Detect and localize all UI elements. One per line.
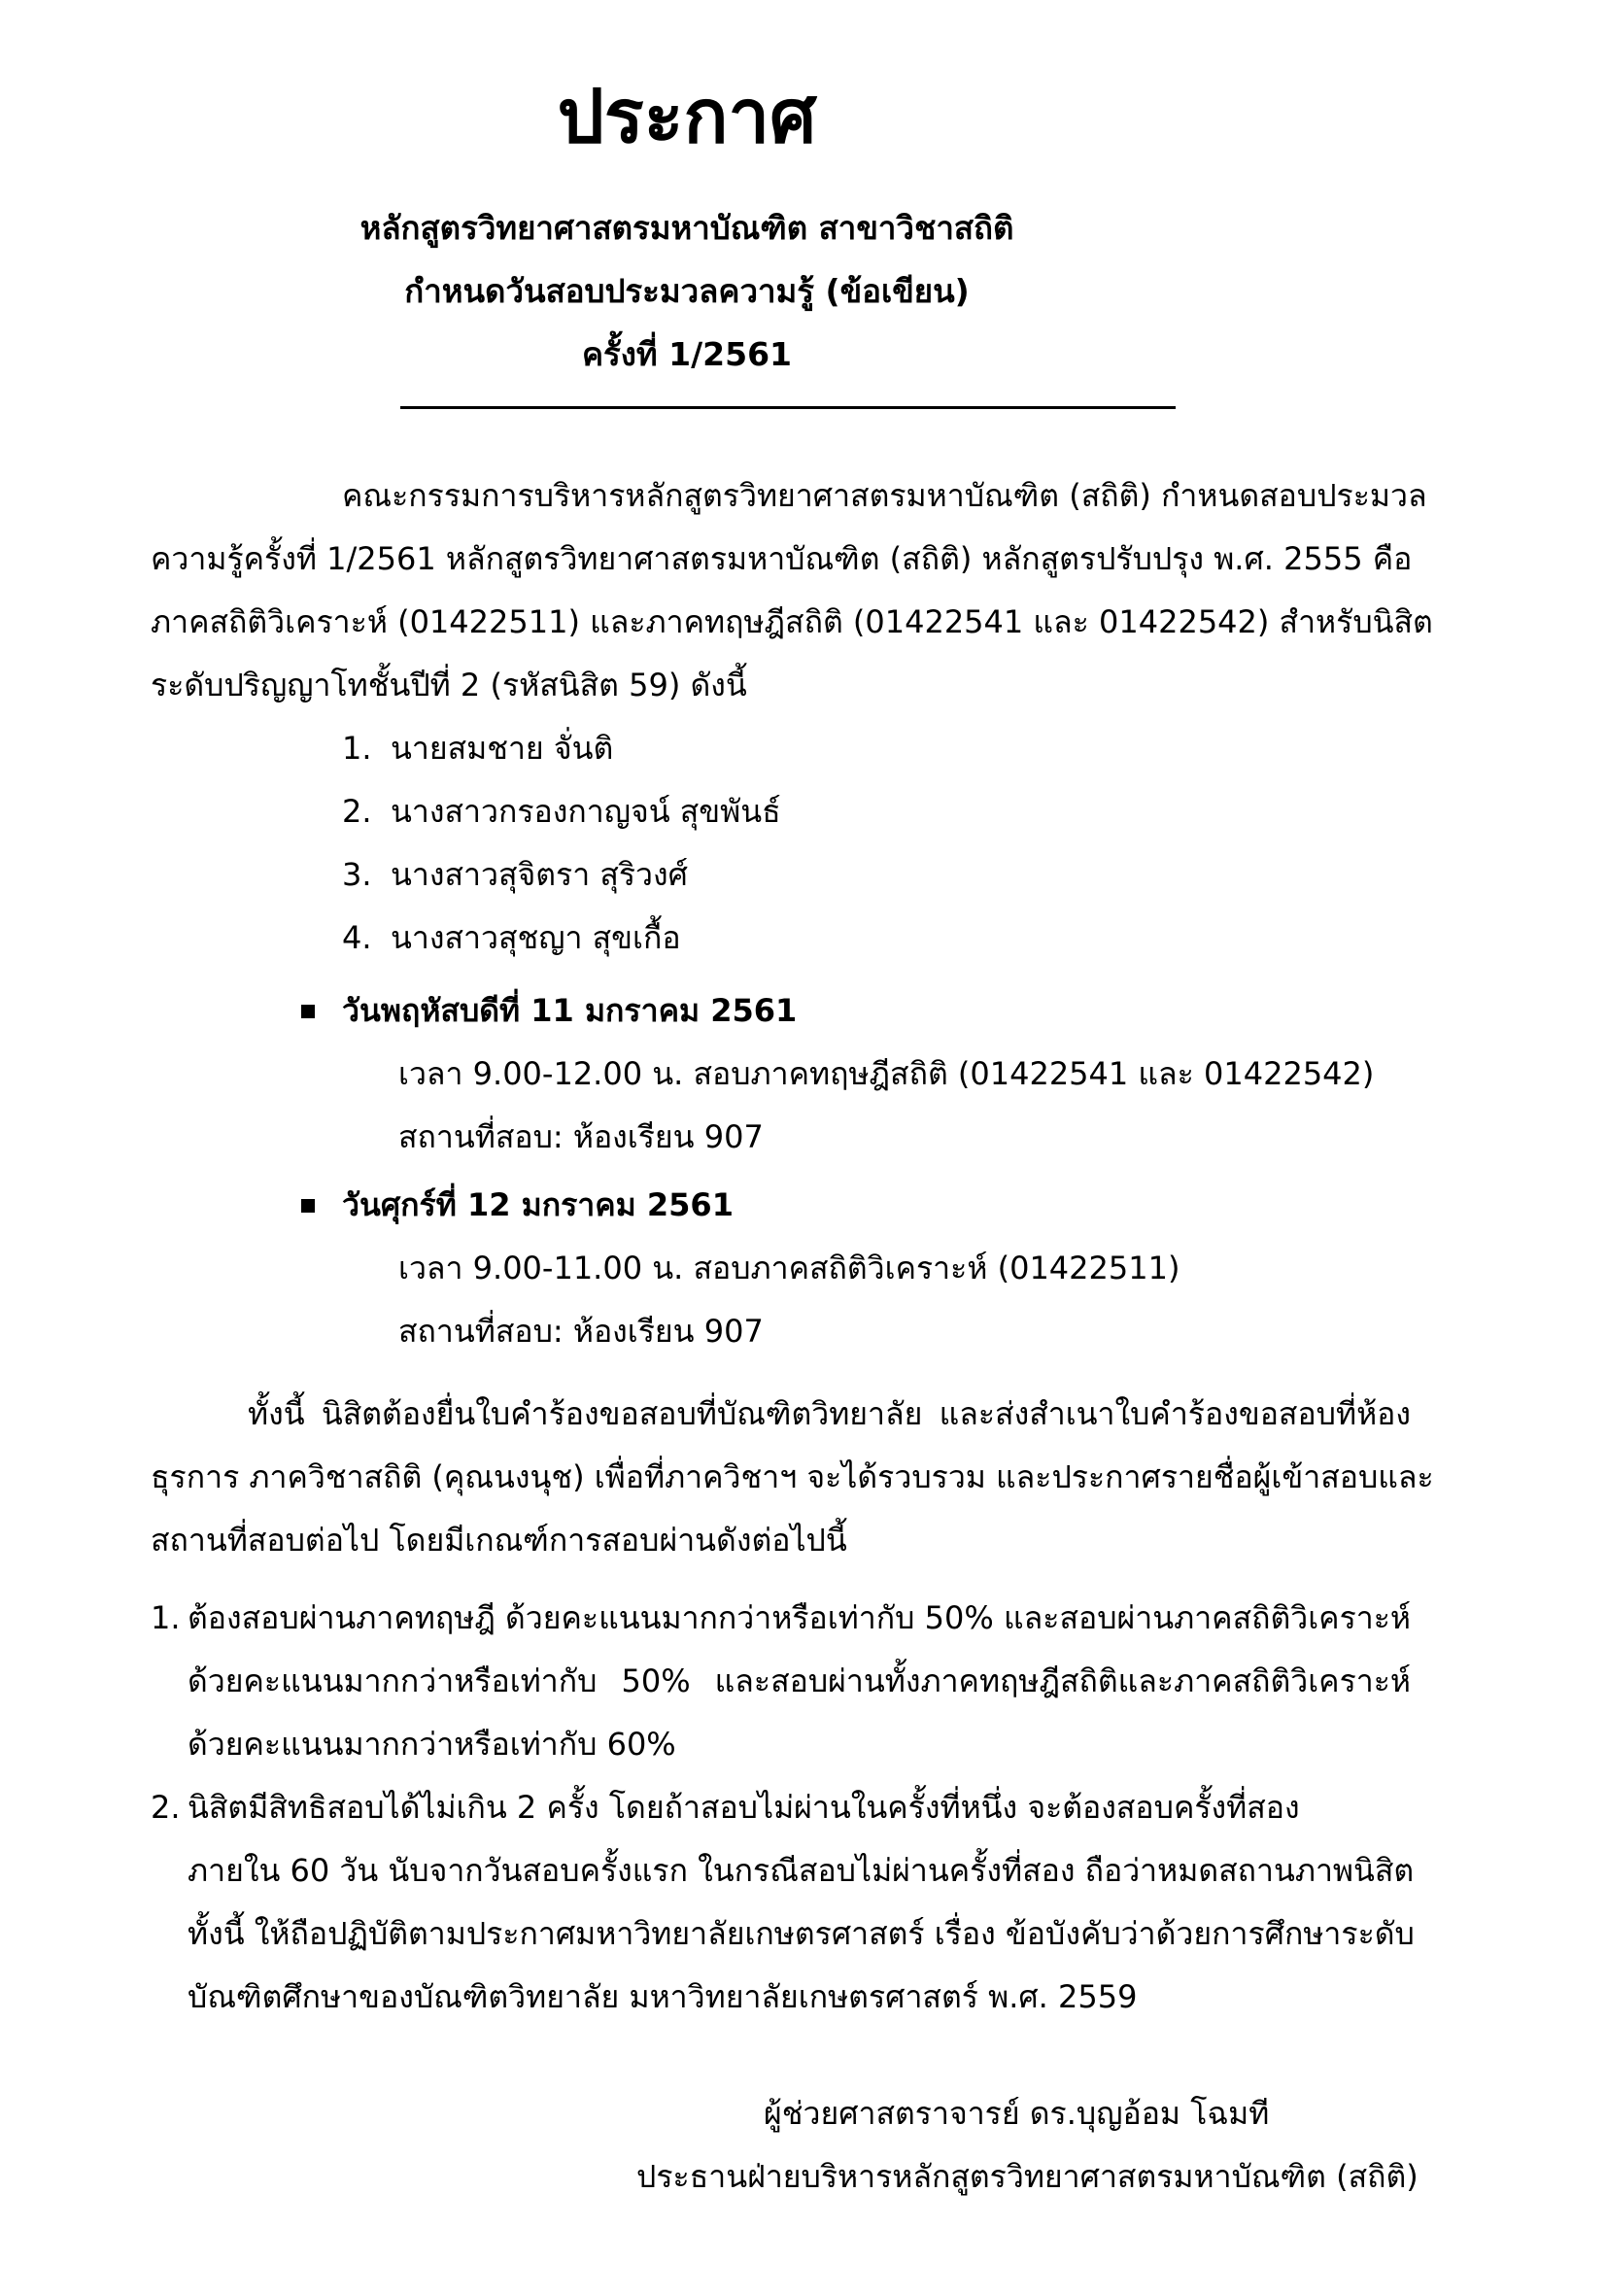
criterion-line: ภายใน 60 วัน นับจากวันสอบครั้งแรก ในกรณีสอบไม่ผ่านครั้งที่สอง ถือว่าหมดสถานภาพนิสิต [188,1852,1415,1889]
student-number: 4. [342,919,372,956]
intro-line-4: ระดับปริญญาโทชั้นปีที่ 2 (รหัสนิสิต 59) ดังนี้ [151,667,747,703]
subtitle-program: หลักสูตรวิทยาศาสตรมหาบัณฑิต สาขาวิชาสถิติ [359,209,1014,247]
criterion-number: 1. [151,1599,181,1636]
subtitle-exam: กำหนดวันสอบประมวลความรู้ (ข้อเขียน) [404,272,970,310]
criterion-line: ต้องสอบผ่านภาคทฤษฎี ด้วยคะแนนมากกว่าหรือเท่ากับ 50% และสอบผ่านภาคสถิติวิเคราะห์ [188,1599,1411,1636]
student-name: นางสาวสุชญา สุขเกื้อ [391,919,681,956]
intro-line-1: คณะกรรมการบริหารหลักสูตรวิทยาศาสตรมหาบัณฑิต (สถิติ) กำหนดสอบประมวล [342,477,1427,514]
criterion-line: บัณฑิตศึกษาของบัณฑิตวิทยาลัย มหาวิทยาลัยเกษตรศาสตร์ พ.ศ. 2559 [188,1978,1138,2015]
student-number: 1. [342,730,372,767]
intro-line-2: ความรู้ครั้งที่ 1/2561 หลักสูตรวิทยาศาสตรมหาบัณฑิต (สถิติ) หลักสูตรปรับปรุง พ.ศ. 2555 คือ [151,540,1413,577]
student-number: 3. [342,856,372,893]
exam-place: สถานที่สอบ: ห้องเรียน 907 [398,1313,764,1350]
exam-time: เวลา 9.00-12.00 น. สอบภาคทฤษฎีสถิติ (01422541 และ 01422542) [398,1055,1375,1092]
exam-date: วันศุกร์ที่ 12 มกราคม 2561 [342,1186,734,1223]
square-bullet-icon [301,1005,315,1018]
criterion-number: 2. [151,1789,181,1826]
criterion-line: นิสิตมีสิทธิสอบได้ไม่เกิน 2 ครั้ง โดยถ้าสอบไม่ผ่านในครั้งที่หนึ่ง จะต้องสอบครั้งที่สอง [188,1789,1300,1826]
notice-line-2: ธุรการ ภาควิชาสถิติ (คุณนงนุช) เพื่อที่ภาควิชาฯ จะได้รวบรวม และประกาศรายชื่อผู้เข้าสอบและ [151,1458,1434,1495]
exam-place: สถานที่สอบ: ห้องเรียน 907 [398,1118,764,1155]
criterion-line: ด้วยคะแนนมากกว่าหรือเท่ากับ 50% และสอบผ่านทั้งภาคทฤษฎีสถิติและภาคสถิติวิเคราะห์ [188,1662,1411,1699]
notice-line-3: สถานที่สอบต่อไป โดยมีเกณฑ์การสอบผ่านดังต่อไปนี้ [151,1522,847,1559]
exam-date: วันพฤหัสบดีที่ 11 มกราคม 2561 [342,992,798,1029]
criterion-line: ด้วยคะแนนมากกว่าหรือเท่ากับ 60% [188,1726,676,1763]
student-name: นางสาวสุจิตรา สุริวงศ์ [391,856,688,893]
criterion-line: ทั้งนี้ ให้ถือปฏิบัติตามประกาศมหาวิทยาลัยเกษตรศาสตร์ เรื่อง ข้อบังคับว่าด้วยการศึกษาระดับ [188,1915,1415,1952]
student-name: นางสาวกรองกาญจน์ สุขพันธ์ [391,793,781,830]
page-title: ประกาศ [557,73,817,159]
square-bullet-icon [301,1199,315,1213]
signer-position: ประธานฝ่ายบริหารหลักสูตรวิทยาศาสตรมหาบัณฑิต (สถิติ) [636,2158,1419,2195]
notice-line-1: ทั้งนี้ นิสิตต้องยื่นใบคำร้องขอสอบที่บัณฑิตวิทยาลัย และส่งสำเนาใบคำร้องขอสอบที่ห้อง [248,1395,1411,1432]
exam-time: เวลา 9.00-11.00 น. สอบภาคสถิติวิเคราะห์ (01422511) [398,1250,1180,1286]
intro-line-3: ภาคสถิติวิเคราะห์ (01422511) และภาคทฤษฎีสถิติ (01422541 และ 01422542) สำหรับนิสิต [151,603,1433,640]
signer-name: ผู้ช่วยศาสตราจารย์ ดร.บุญอ้อม โฉมที [764,2095,1270,2132]
student-name: นายสมชาย จั่นติ [391,730,614,767]
subtitle-round: ครั้งที่ 1/2561 [581,335,792,373]
student-number: 2. [342,793,372,830]
header-divider [400,406,1176,409]
